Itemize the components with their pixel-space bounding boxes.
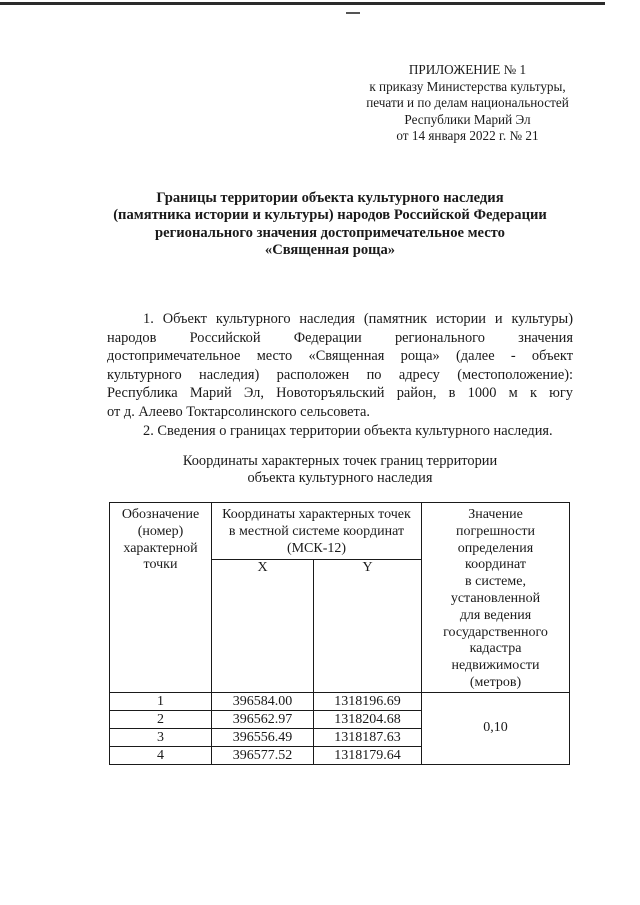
header-text: погрешности	[456, 523, 535, 539]
header-text: для ведения	[459, 607, 532, 623]
header-y-cell: Y	[314, 559, 422, 692]
header-text: Обозначение	[121, 507, 200, 522]
header-text: координат	[465, 557, 526, 573]
point-number-cell: 2	[110, 710, 212, 728]
title-line: Границы территории объекта культурного наследия	[156, 190, 504, 206]
x-coordinate-cell: 396556.49	[212, 728, 314, 746]
coordinates-table	[109, 502, 570, 765]
title-line: регионального значения достопримечательное место	[155, 224, 505, 241]
header-text: точки	[143, 557, 178, 573]
paragraph-1-line: Республика Марий Эл, Новоторъяльский район, в 1000 м к югу	[107, 385, 573, 402]
header-accuracy-cell	[422, 503, 570, 693]
title-line: «Священная роща»	[264, 242, 396, 259]
paragraph-2: 2. Сведения о границах территории объекта культурного наследия.	[143, 422, 553, 439]
y-coordinate-cell: 1318204.68	[314, 710, 422, 728]
annex-header	[360, 62, 575, 145]
header-text: кадастра	[469, 641, 522, 657]
y-coordinate-cell: 1318187.63	[314, 728, 422, 746]
point-number-cell: 1	[110, 692, 212, 710]
x-coordinate-cell: 396584.00	[212, 692, 314, 710]
caption-line: Координаты характерных точек границ территории	[182, 453, 498, 469]
header-coords-cell	[212, 503, 422, 560]
header-text: (МСК-12)	[286, 540, 347, 556]
x-coordinate-cell: 396562.97	[212, 710, 314, 728]
header-text: в местной системе координат	[228, 523, 405, 539]
y-coordinate-cell: 1318196.69	[314, 692, 422, 710]
table-row	[110, 692, 570, 710]
header-text: установленной	[450, 590, 541, 606]
paragraph-1-line: достопримечательное место «Священная роща» (далее - объект	[107, 348, 573, 365]
header-text: в системе,	[465, 574, 526, 590]
paragraph-1-line: культурного наследия) расположен по адресу (местоположение):	[107, 366, 573, 383]
document-body	[107, 310, 573, 440]
header-text: государственного	[443, 624, 548, 640]
accuracy-value-cell: 0,10	[422, 692, 570, 764]
point-number-cell: 3	[110, 728, 212, 746]
header-text: Координаты характерных точек	[222, 507, 411, 522]
header-text: (метров)	[469, 674, 522, 690]
paragraph-1-line: народов Российской Федерации регионального значения	[107, 329, 573, 346]
document-title	[90, 190, 570, 260]
header-text: недвижимости	[451, 658, 540, 674]
header-text: (номер)	[137, 523, 184, 539]
table-caption	[107, 453, 573, 488]
table-header-row	[110, 503, 570, 560]
annex-line: Республики Марий Эл	[404, 111, 531, 127]
header-point-cell	[110, 503, 212, 693]
annex-title: ПРИЛОЖЕНИЕ № 1	[408, 62, 527, 77]
annex-date: от 14 января 2022 г. № 21	[396, 128, 539, 144]
scan-border-line	[0, 2, 605, 5]
annex-line: к приказу Министерства культуры,	[369, 78, 566, 94]
scan-mark	[346, 12, 360, 14]
header-text: определения	[457, 540, 534, 556]
paragraph-1-line: от д. Алеево Токтарсолинского сельсовета.	[107, 403, 370, 420]
caption-line: объекта культурного наследия	[247, 470, 433, 487]
header-text: характерной	[123, 540, 198, 556]
y-coordinate-cell: 1318179.64	[314, 746, 422, 764]
header-text: Значение	[468, 507, 523, 522]
annex-line: печати и по делам национальностей	[366, 95, 569, 111]
x-coordinate-cell: 396577.52	[212, 746, 314, 764]
paragraph-1-line: 1. Объект культурного наследия (памятник истории и культуры)	[143, 311, 573, 327]
title-line: (памятника истории и культуры) народов Российской Федерации	[113, 207, 547, 224]
header-x-cell: X	[212, 559, 314, 692]
point-number-cell: 4	[110, 746, 212, 764]
